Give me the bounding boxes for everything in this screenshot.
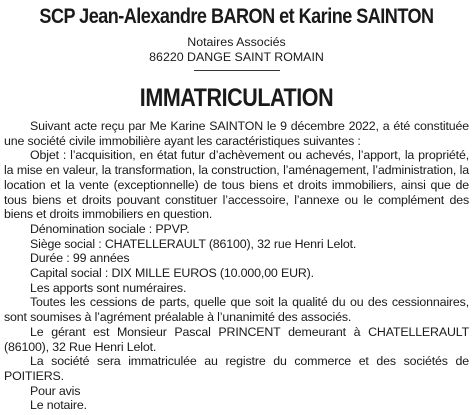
notice-body xyxy=(4,119,469,413)
paragraph-name: Dénomination sociale : PPVP. xyxy=(30,221,190,236)
paragraph-closing: Pour avis xyxy=(30,383,81,398)
paragraph-duration: Durée : 99 années xyxy=(30,251,130,266)
paragraph-signature: Le notaire. xyxy=(30,398,87,413)
paragraph-transfers: Toutes les cessions de parts, quelle que soit la qualité du ou des cessionnaires, sont soumises à l’agrément préalable à l’unanimité des associés. xyxy=(4,295,469,325)
paragraph-manager: Le gérant est Monsieur Pascal PRINCENT demeurant à CHATELLERAULT (86100), 32 Rue Henri Lelot. xyxy=(4,324,469,354)
paragraph-capital: Capital social : DIX MILLE EUROS (10.000,00 EUR). xyxy=(30,266,314,281)
notice-title: IMMATRICULATION xyxy=(139,84,334,112)
firm-name: SCP Jean-Alexandre BARON et Karine SAINTON xyxy=(39,5,434,28)
legal-notice xyxy=(4,2,469,413)
paragraph-registration: La société sera immatriculée au registre du commerce et des sociétés de POITIERS. xyxy=(4,354,469,383)
paragraph-registered-office: Siège social : CHATELLERAULT (86100), 32 rue Henri Lelot. xyxy=(30,236,357,251)
firm-address: 86220 DANGE SAINT ROMAIN xyxy=(149,50,324,64)
paragraph-intro: Suivant acte reçu par Me Karine SAINTON le 9 décembre 2022, a été constituée une société civile immobilière ayant les caractéristiques suivantes : xyxy=(4,119,469,148)
firm-subtitle: Notaires Associés xyxy=(187,35,286,49)
paragraph-object: Objet : l’acquisition, en état futur d’achèvement ou achevés, l’apport, la propriété, la mise en valeur, la transformation, la construction, l’aménagement, l’administration, la location et la vente (exceptionnelle) de tous biens et droits immobiliers, ainsi que de tous biens et droits pouvant constituer l’accessoire, l’annexe ou le complément des biens et droits immobiliers en question. xyxy=(4,148,469,222)
header-divider xyxy=(194,70,280,71)
paragraph-contributions: Les apports sont numéraires. xyxy=(30,280,187,295)
